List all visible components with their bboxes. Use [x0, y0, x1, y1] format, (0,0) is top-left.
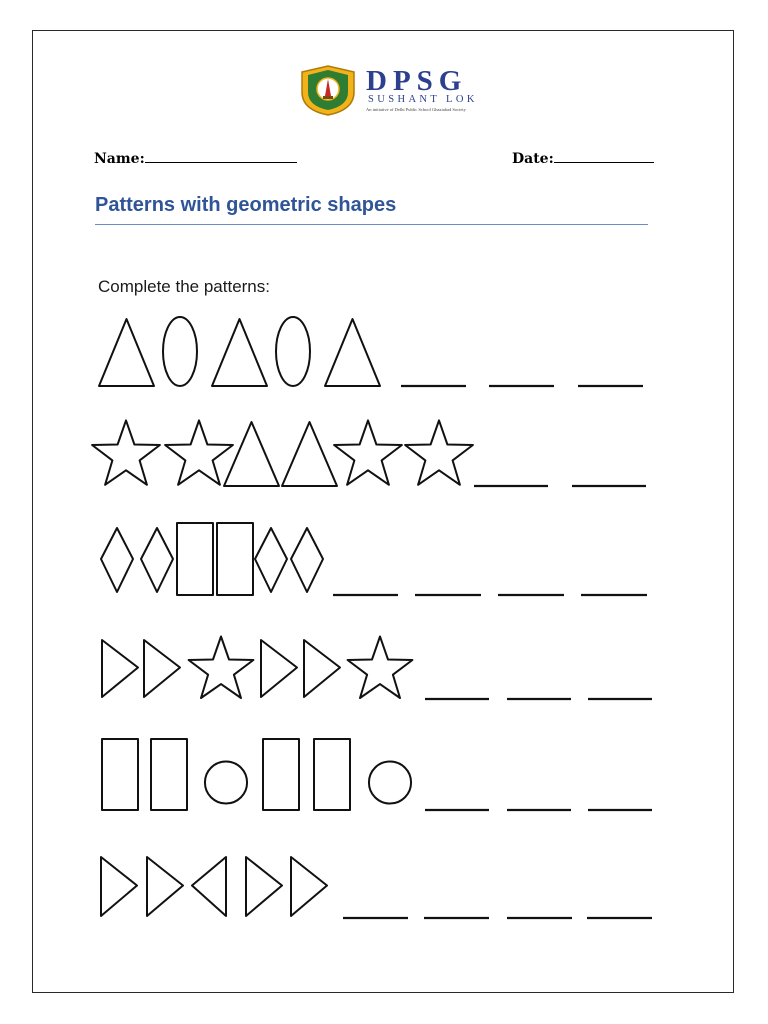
school-branch: SUSHANT LOK: [368, 94, 478, 105]
pattern-row: [102, 739, 652, 810]
pattern-row: [101, 857, 652, 918]
triangle-shape: [224, 422, 279, 486]
star-shape: [405, 420, 473, 484]
star-shape: [348, 637, 413, 699]
school-tagline: An initiative of Delhi Public School Ghaziabad Society: [366, 107, 466, 112]
star-shape: [165, 420, 233, 484]
pattern-row: [101, 523, 647, 595]
right-triangle-pointer-shape: [144, 640, 180, 697]
worksheet-title: Patterns with geometric shapes: [95, 194, 397, 216]
right-triangle-pointer-shape: [246, 857, 282, 916]
rectangle-shape: [151, 739, 187, 810]
rectangle-shape: [263, 739, 299, 810]
star-shape: [334, 420, 402, 484]
star-shape: [189, 637, 254, 699]
triangle-shape: [212, 319, 267, 386]
triangle-shape: [99, 319, 154, 386]
oval-shape: [276, 317, 310, 386]
diamond-shape: [101, 528, 133, 592]
right-triangle-pointer-shape: [291, 857, 327, 916]
diamond-shape: [141, 528, 173, 592]
star-shape: [92, 420, 160, 484]
diamond-shape: [255, 528, 287, 592]
right-triangle-pointer-shape: [102, 640, 138, 697]
date-label: Date:: [512, 151, 554, 167]
rectangle-shape: [314, 739, 350, 810]
pattern-row: [92, 420, 646, 486]
circle-shape: [205, 761, 247, 803]
right-triangle-pointer-shape: [261, 640, 297, 697]
right-triangle-pointer-shape: [147, 857, 183, 916]
name-label: Name:: [94, 151, 145, 167]
rectangle-shape: [217, 523, 253, 595]
diamond-shape: [291, 528, 323, 592]
triangle-shape: [282, 422, 337, 486]
left-triangle-pointer-shape: [192, 857, 226, 916]
pattern-row: [102, 637, 652, 700]
right-triangle-pointer-shape: [101, 857, 137, 916]
instruction-text: Complete the patterns:: [98, 277, 270, 296]
triangle-shape: [325, 319, 380, 386]
pattern-row: [99, 317, 643, 386]
rectangle-shape: [177, 523, 213, 595]
rectangle-shape: [102, 739, 138, 810]
right-triangle-pointer-shape: [304, 640, 340, 697]
school-name: DPSG: [366, 65, 468, 97]
circle-shape: [369, 761, 411, 803]
oval-shape: [163, 317, 197, 386]
